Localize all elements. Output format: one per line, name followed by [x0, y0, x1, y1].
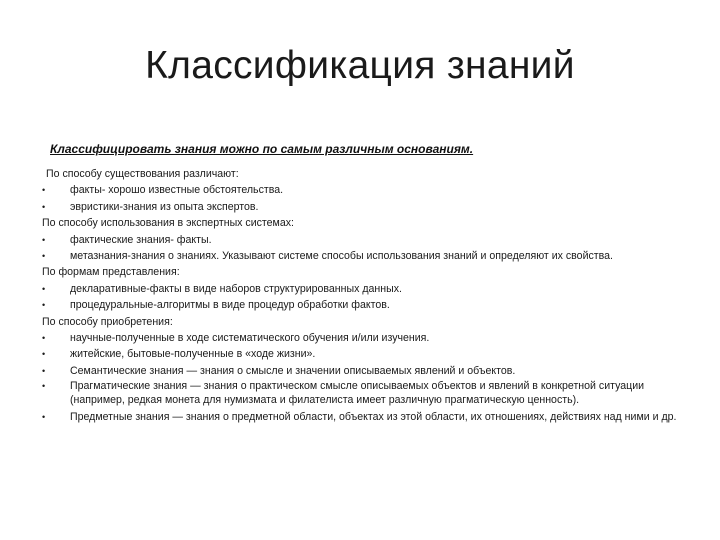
list-item-text: эвристики-знания из опыта экспертов. [70, 200, 259, 213]
bullet-icon: • [42, 185, 46, 196]
list-item [42, 297, 687, 313]
list-item-text: житейские, бытовые-полученные в «ходе жизни». [70, 348, 316, 361]
list-item [42, 346, 687, 362]
list-item [42, 379, 687, 407]
section-heading: По способу существования различают: [46, 168, 239, 180]
list-item-text: фактические знания- факты. [70, 233, 212, 246]
bullet-icon: • [42, 411, 46, 422]
list-item [42, 330, 687, 346]
bullet-icon: • [42, 381, 46, 392]
bullet-icon: • [42, 201, 46, 212]
section-heading: По способу приобретения: [42, 315, 173, 328]
bullet-icon: • [42, 333, 46, 344]
list-item [42, 248, 687, 264]
bullet-icon: • [42, 349, 46, 360]
section-heading: По формам представления: [42, 266, 180, 279]
list-item [42, 182, 687, 198]
list-item-text: Прагматические знания — знания о практическом смысле описываемых объектов и явлений в конкретной ситуации (например, редкая монета для нумизмата и филателиста имеет различную прагматическую ценность). [70, 380, 645, 407]
list-item-text: метазнания-знания о знаниях. Указывают системе способы использования знаний и определяют их свойства. [70, 250, 613, 263]
bullet-icon: • [42, 283, 46, 294]
list-item [42, 232, 687, 248]
list-item [42, 281, 687, 297]
list-item-text: факты- хорошо известные обстоятельства. [70, 184, 284, 197]
slide-title: Классификация знаний [145, 44, 575, 87]
list-item-text: научные-полученные в ходе систематического обучения и/или изучения. [70, 332, 430, 345]
list-item-text: декларативные-факты в виде наборов структурированных данных. [70, 282, 402, 295]
slide-subtitle: Классифицировать знания можно по самым различным основаниям. [50, 142, 474, 156]
list-item-text: процедуральные-алгоритмы в виде процедур обработки фактов. [70, 299, 390, 312]
list-item [42, 363, 687, 379]
list-item-text: Предметные знания — знания о предметной области, объектах из этой области, их отношениях, действиях над ними и др. [70, 410, 677, 423]
list-item-text: Семантические знания — знания о смысле и значении описываемых явлений и объектов. [70, 364, 516, 377]
bullet-icon: • [42, 300, 46, 311]
list-item [42, 199, 687, 215]
slide-content [42, 166, 687, 426]
bullet-icon: • [42, 365, 46, 376]
section-heading: По способу использования в экспертных системах: [42, 217, 294, 230]
bullet-icon: • [42, 234, 46, 245]
bullet-icon: • [42, 251, 46, 262]
list-item [42, 410, 687, 424]
